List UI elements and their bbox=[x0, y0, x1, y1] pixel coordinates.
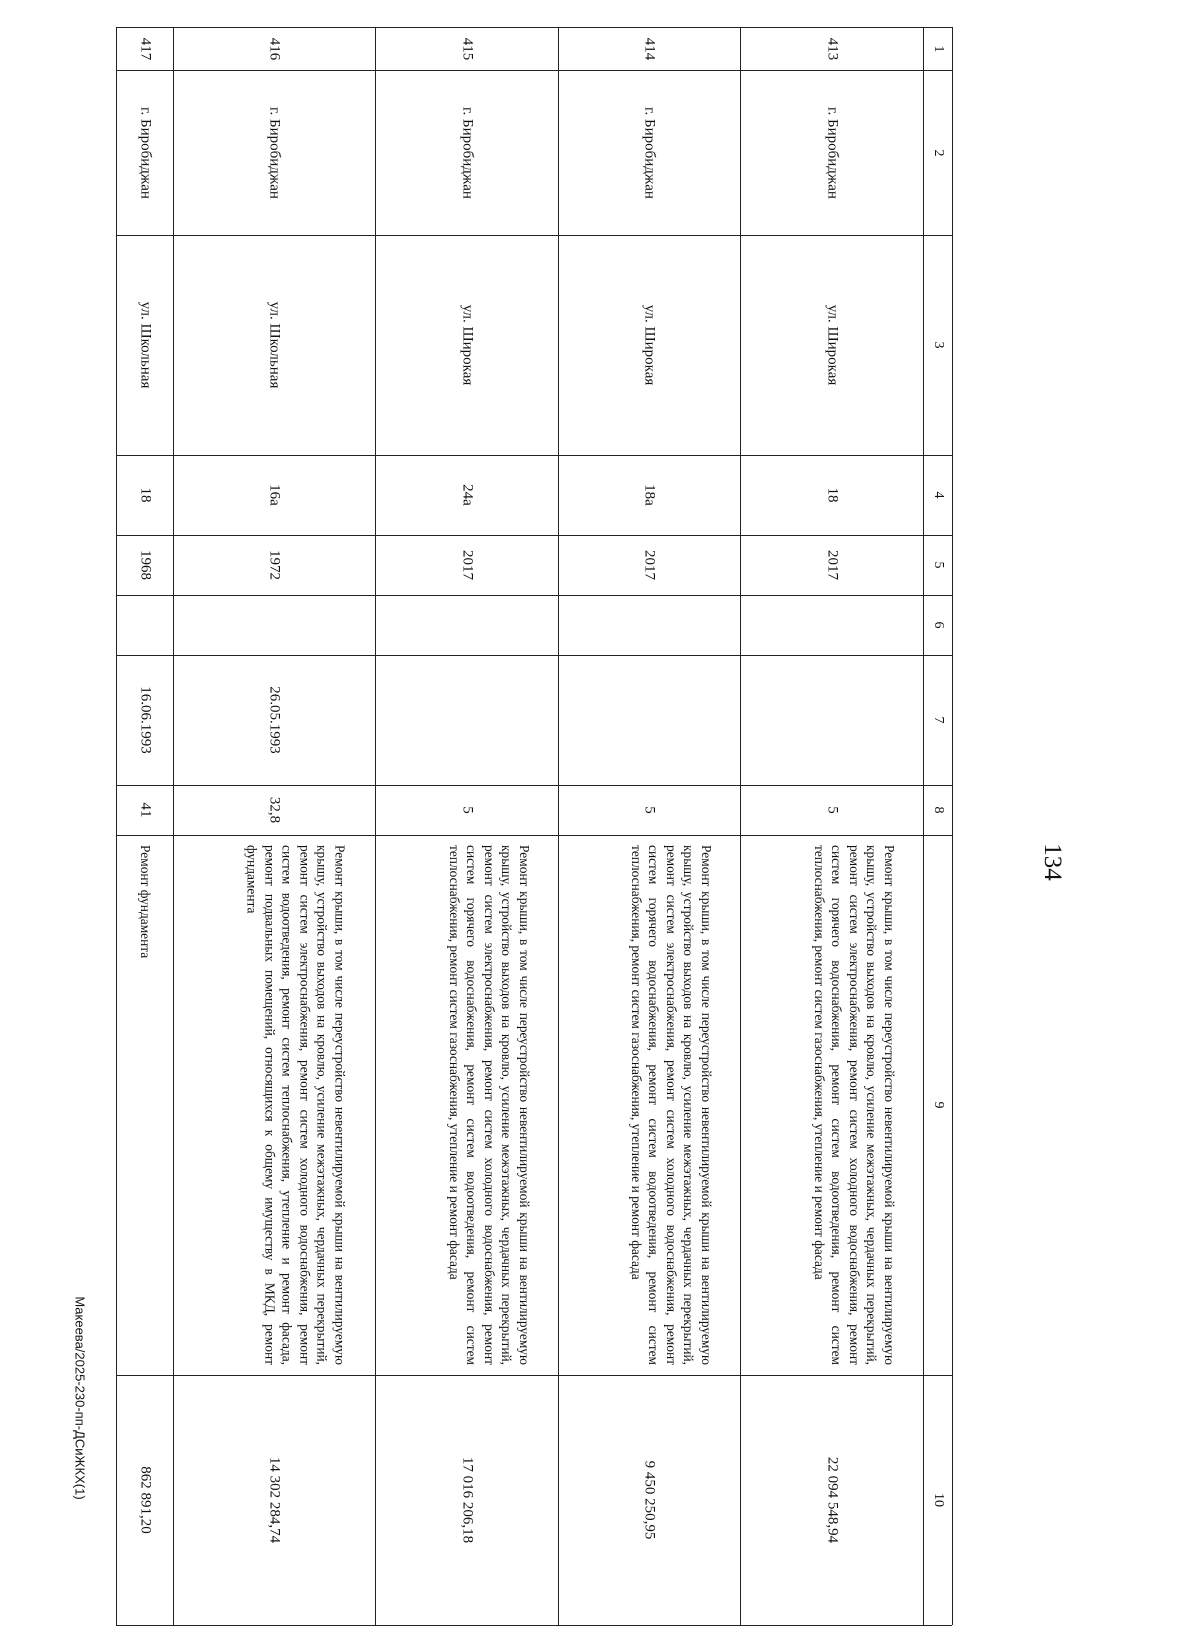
table-gridline bbox=[116, 27, 952, 28]
table-gridline bbox=[116, 70, 952, 71]
table-gridline bbox=[116, 455, 952, 456]
table-gridline bbox=[952, 27, 953, 1625]
header-cell: 5 bbox=[930, 561, 946, 569]
table-gridline bbox=[173, 27, 174, 1625]
city-cell: г. Биробиджан bbox=[137, 106, 153, 199]
num-cell: 416 bbox=[266, 37, 283, 60]
cost-cell: 17 016 206,18 bbox=[459, 1456, 475, 1544]
wear-cell: 5 bbox=[641, 806, 658, 814]
header-cell: 8 bbox=[930, 806, 946, 814]
wear-cell: 32,8 bbox=[266, 796, 283, 824]
date-cell: 16.06.1993 bbox=[137, 686, 153, 754]
city-cell: г. Биробиджан bbox=[459, 106, 475, 199]
num-cell: 415 bbox=[459, 37, 475, 60]
city-cell: г. Биробиджан bbox=[266, 106, 283, 199]
works-cell: Ремонт крыши, в том числе переустройство невентилируемой крыши на вентилируемую крышу, устройство выходов на кровлю, усиление межэтажных, чердачных перекрытий, ремонт систем электроснабжения, ремонт систем холодного водоснабжения, ремонт систем горячего водоснабжения, ремонт систем водоотведения, ремонт систем теплоснабжения, ремонт систем газоснабжения, утепление и ремонт фасада bbox=[811, 845, 897, 1365]
num-cell: 417 bbox=[137, 37, 153, 60]
year-cell: 2017 bbox=[641, 550, 658, 580]
table-gridline bbox=[558, 27, 559, 1625]
document-footer: Макеева/2025-230-пп-ДСиЖКХ(1) bbox=[72, 1296, 88, 1500]
table-gridline bbox=[116, 27, 117, 1625]
table-gridline bbox=[116, 535, 952, 536]
header-cell: 10 bbox=[930, 1493, 946, 1507]
street-cell: ул. Широкая bbox=[459, 304, 475, 386]
works-cell: Ремонт фундамента bbox=[137, 845, 153, 959]
header-cell: 2 bbox=[930, 149, 946, 156]
year-cell: 1972 bbox=[266, 550, 283, 580]
wear-cell: 5 bbox=[824, 806, 840, 814]
table-gridline bbox=[116, 1625, 952, 1626]
cost-cell: 9 450 250,95 bbox=[641, 1460, 658, 1540]
year-cell: 1968 bbox=[137, 550, 153, 580]
date-cell: 26.05.1993 bbox=[266, 686, 283, 754]
house-cell: 18 bbox=[137, 487, 153, 503]
house-cell: 18а bbox=[641, 484, 658, 506]
house-cell: 24а bbox=[459, 484, 475, 506]
page-number: 134 bbox=[1039, 843, 1066, 881]
works-cell: Ремонт крыши, в том числе переустройство невентилируемой крыши на вентилируемую крышу, устройство выходов на кровлю, усиление межэтажных, чердачных перекрытий, ремонт систем электроснабжения, ремонт систем холодного водоснабжения, ремонт систем горячего водоснабжения, ремонт систем водоотведения, ремонт систем теплоснабжения, ремонт систем газоснабжения, утепление и ремонт фасада bbox=[628, 845, 714, 1365]
table-gridline bbox=[116, 835, 952, 836]
works-cell: Ремонт крыши, в том числе переустройство невентилируемой крыши на вентилируемую крышу, устройство выходов на кровлю, усиление межэтажных, чердачных перекрытий, ремонт систем электроснабжения, ремонт систем холодного водоснабжения, ремонт систем горячего водоснабжения, ремонт систем водоотведения, ремонт систем теплоснабжения, ремонт систем газоснабжения, утепление и ремонт фасада bbox=[446, 845, 532, 1365]
city-cell: г. Биробиджан bbox=[824, 106, 840, 199]
house-cell: 16а bbox=[266, 484, 283, 506]
street-cell: ул. Широкая bbox=[641, 304, 658, 386]
table-gridline bbox=[116, 1375, 952, 1376]
wear-cell: 41 bbox=[137, 802, 153, 818]
city-cell: г. Биробиджан bbox=[641, 106, 658, 199]
header-cell: 6 bbox=[930, 621, 946, 629]
street-cell: ул. Школьная bbox=[137, 301, 153, 389]
table-gridline bbox=[116, 235, 952, 236]
header-cell: 1 bbox=[930, 45, 946, 52]
table-gridline bbox=[116, 595, 952, 596]
street-cell: ул. Широкая bbox=[824, 304, 840, 386]
year-cell: 2017 bbox=[824, 550, 840, 580]
header-cell: 9 bbox=[930, 1101, 946, 1109]
cost-cell: 862 891,20 bbox=[137, 1466, 153, 1534]
table-gridline bbox=[375, 27, 376, 1625]
year-cell: 2017 bbox=[459, 550, 475, 580]
num-cell: 413 bbox=[824, 37, 840, 60]
wear-cell: 5 bbox=[459, 806, 475, 814]
works-cell: Ремонт крыши, в том числе переустройство невентилируемой крыши на вентилируемую крышу, устройство выходов на кровлю, усиление межэтажных, чердачных перекрытий, ремонт систем электроснабжения, ремонт систем холодного водоснабжения, ремонт систем водоотведения, ремонт систем теплоснабжения, утепление и ремонт фасада, ремонт подвальных помещений, относящихся к общему имуществу в МКД, ремонт фундамента bbox=[245, 845, 348, 1365]
header-cell: 3 bbox=[930, 341, 946, 349]
table-gridline bbox=[116, 655, 952, 656]
header-cell: 7 bbox=[930, 716, 946, 724]
table-gridline bbox=[740, 27, 741, 1625]
street-cell: ул. Школьная bbox=[266, 301, 283, 389]
header-cell: 4 bbox=[930, 491, 946, 499]
cost-cell: 22 094 548,94 bbox=[824, 1456, 840, 1544]
house-cell: 18 bbox=[824, 487, 840, 503]
table-gridline bbox=[116, 785, 952, 786]
num-cell: 414 bbox=[641, 37, 658, 60]
cost-cell: 14 302 284,74 bbox=[266, 1456, 283, 1544]
table-gridline bbox=[923, 27, 924, 1625]
